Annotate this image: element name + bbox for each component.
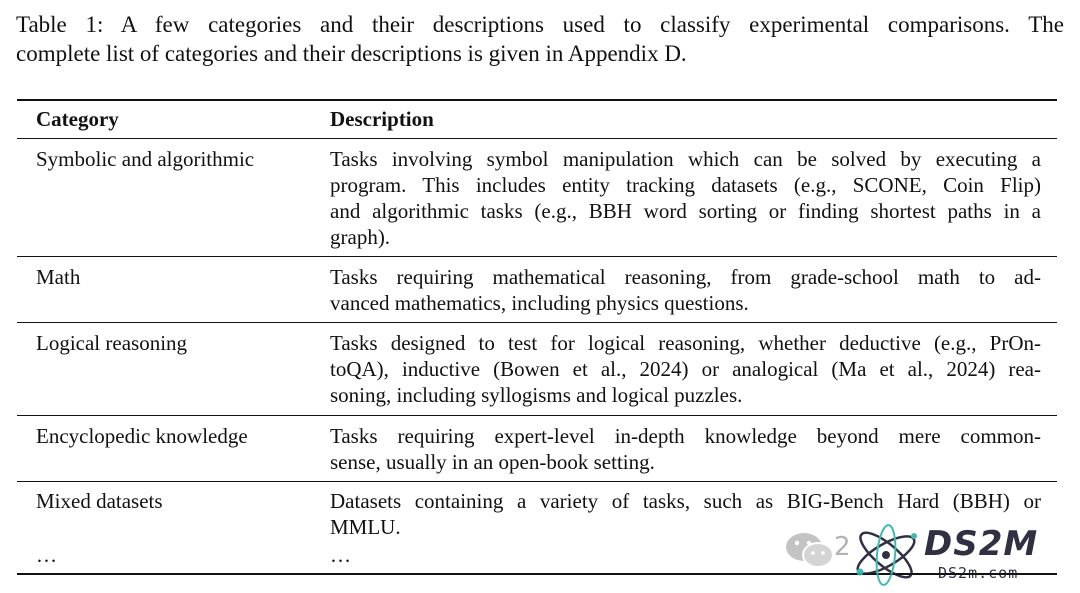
caption-line-2: complete list of categories and their descriptions is given in Appendix D.	[16, 41, 687, 66]
watermark-url: DS2m.com	[938, 564, 1019, 582]
row-logical-description	[330, 330, 1041, 408]
row-ellipsis-category: …	[36, 543, 57, 567]
row-divider	[17, 322, 1057, 323]
header-category: Category	[36, 107, 119, 131]
row-encyclopedic-description	[330, 423, 1041, 475]
header-rule	[17, 138, 1057, 139]
description-line: and algorithmic tasks (e.g., BBH word sorting or finding shortest paths in a	[330, 199, 1041, 223]
description-line: Tasks requiring expert-level in-depth knowledge beyond mere common-	[330, 424, 1041, 448]
description-line: vanced mathematics, including physics questions.	[330, 291, 749, 315]
wechat-icon	[782, 530, 838, 570]
caption-line-1: Table 1: A few categories and their descriptions used to classify experimental comparisons. The	[16, 12, 1064, 37]
table-caption	[16, 10, 1064, 68]
description-line: sense, usually in an open-book setting.	[330, 450, 655, 474]
description-line: soning, including syllogisms and logical puzzles.	[330, 383, 743, 407]
row-divider	[17, 256, 1057, 257]
description-line: Tasks designed to test for logical reasoning, whether deductive (e.g., PrOn-	[330, 331, 1041, 355]
row-symbolic-description	[330, 146, 1041, 250]
watermark	[778, 522, 1078, 588]
watermark-logo-text: DS2M	[924, 524, 1039, 564]
description-line: graph).	[330, 225, 391, 249]
row-symbolic-category: Symbolic and algorithmic	[36, 147, 255, 171]
watermark-digit: 2	[834, 532, 851, 562]
description-line: Datasets containing a variety of tasks, such as BIG-Bench Hard (BBH) or	[330, 489, 1041, 513]
header-description: Description	[330, 107, 434, 131]
row-divider	[17, 481, 1057, 482]
table-top-rule	[17, 99, 1057, 101]
row-mixed-category: Mixed datasets	[36, 489, 163, 513]
row-math-description	[330, 264, 1041, 316]
row-ellipsis-description: …	[330, 543, 351, 567]
description-line: program. This includes entity tracking datasets (e.g., SCONE, Coin Flip)	[330, 173, 1041, 197]
description-line: toQA), inductive (Bowen et al., 2024) or analogical (Ma et al., 2024) rea-	[330, 357, 1041, 381]
row-divider	[17, 415, 1057, 416]
row-math-category: Math	[36, 265, 81, 289]
description-line: Tasks involving symbol manipulation which can be solved by executing a	[330, 147, 1041, 171]
atom-logo-icon	[848, 522, 924, 588]
description-line: MMLU.	[330, 515, 401, 539]
row-encyclopedic-category: Encyclopedic knowledge	[36, 424, 248, 448]
description-line: Tasks requiring mathematical reasoning, from grade-school math to ad-	[330, 265, 1041, 289]
row-logical-category: Logical reasoning	[36, 331, 188, 355]
